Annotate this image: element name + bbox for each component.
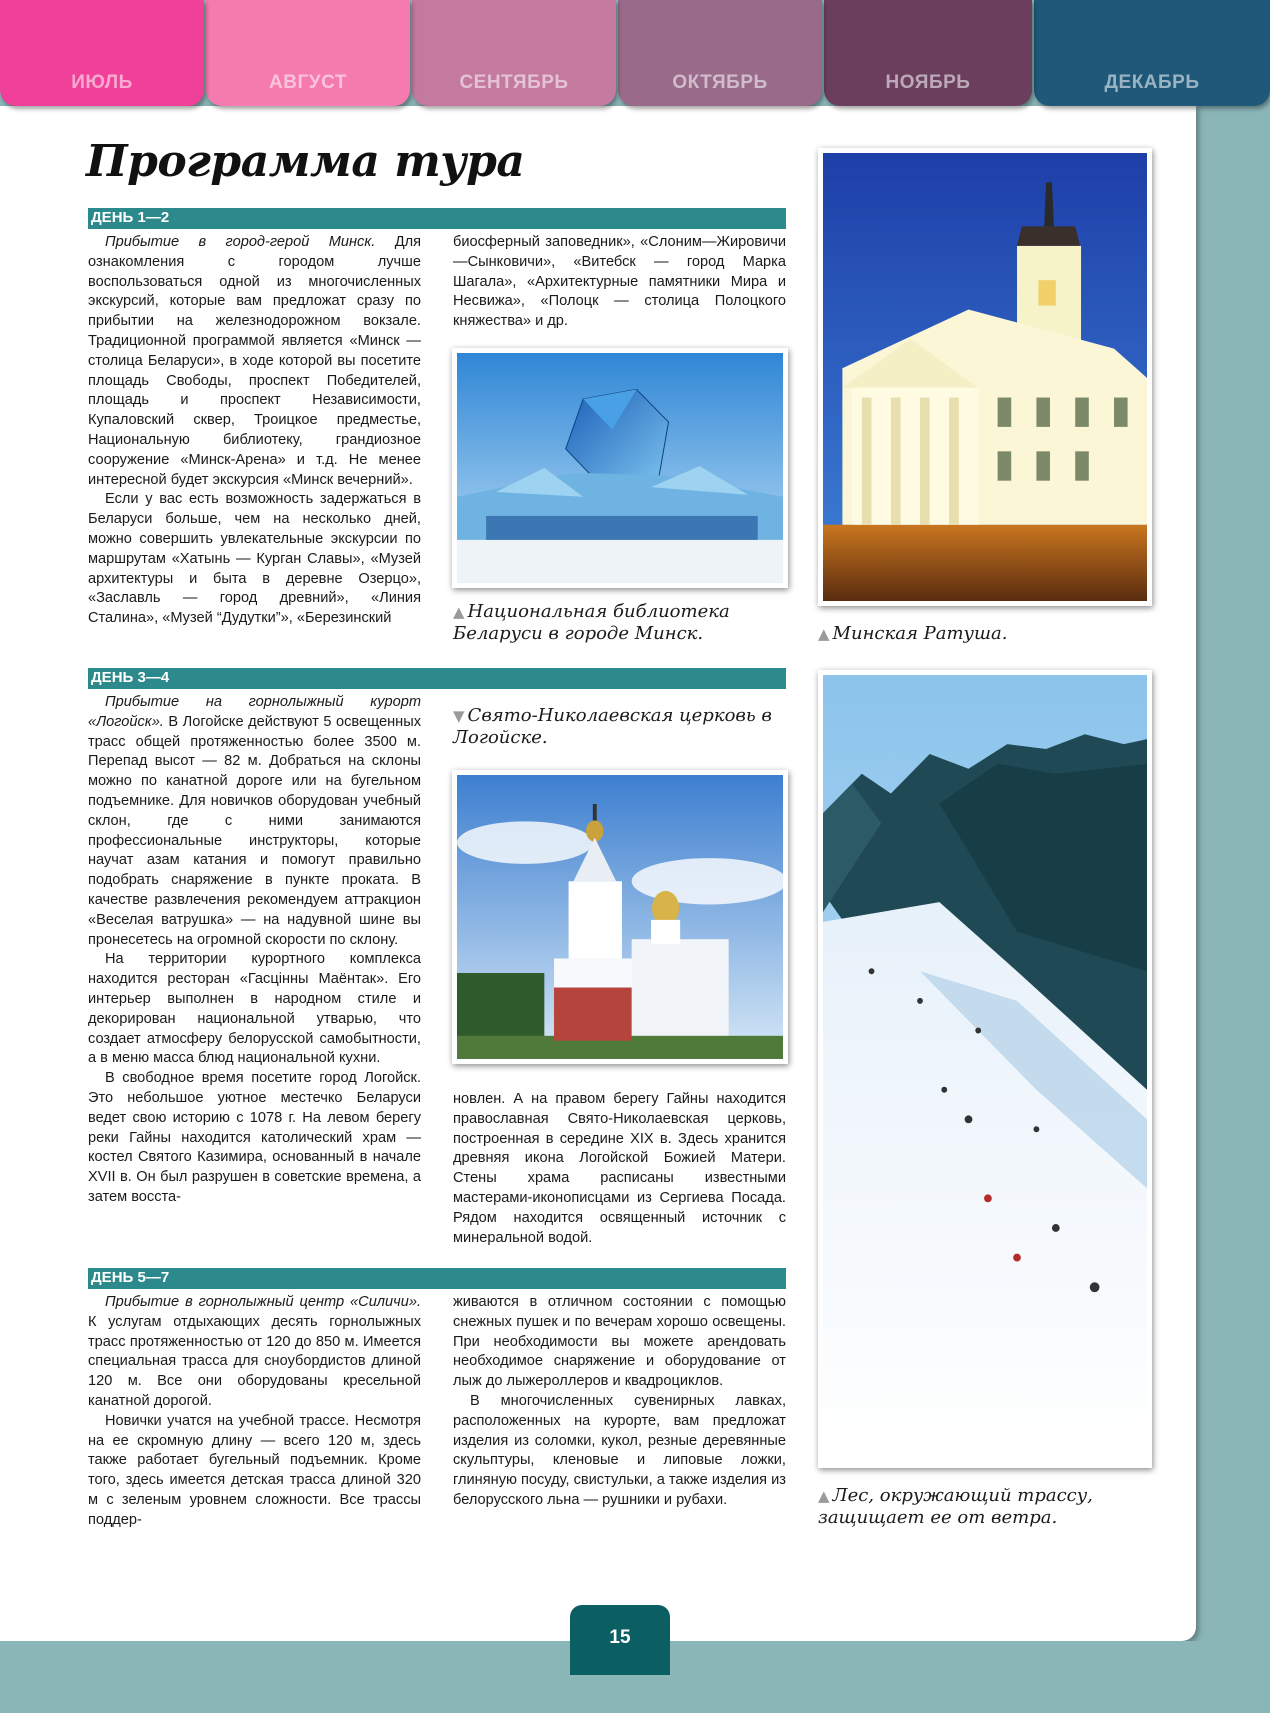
ratusha-caption <box>818 623 1158 645</box>
tab-september[interactable] <box>412 0 616 106</box>
triangle-up-icon: ▲ <box>818 1487 830 1505</box>
day1-col-right <box>453 233 786 332</box>
caption-text: Свято-Николаевская церковь в Логойске. <box>453 705 772 748</box>
day-header-3 <box>88 1268 786 1289</box>
day-header-label: ДЕНЬ 1—2 <box>91 209 170 226</box>
library-caption <box>453 601 783 645</box>
day-header-label: ДЕНЬ 5—7 <box>91 1269 170 1286</box>
day-header-label: ДЕНЬ 3—4 <box>91 669 170 686</box>
day-header-1 <box>88 208 786 229</box>
page-number <box>570 1605 670 1675</box>
paragraph <box>88 693 421 950</box>
text: Для ознакомления с городом лучше воспользоваться одной из многочисленных экскурсий, которые вам предложат сразу по прибытии на железнодорожном вокзале. Традиционной программой является «Минск — столица Беларуси», в ходе которой вы посетите площадь Свободы, проспект Победителей, площадь и проспект Независимости, Купаловский сквер, Троицкое предместье, Национальную библиотеку, грандиозное сооружение «Минск-Арена» и т.д. Не менее интересной будет экскурсия «Минск вечерний». <box>88 234 422 488</box>
paragraph: В многочисленных сувенирных лавках, расположенных на курорте, вам предложат изделия из соломки, кукол, резные деревянные скульптуры, кленовые и липовые ложки, глиняную посуду, свистульки, а также изделия из белорусского льна — рушники и рубахи. <box>453 1392 786 1508</box>
page-title: Программа тура <box>86 136 525 187</box>
church-caption <box>453 705 793 749</box>
day3-col-left <box>88 1293 421 1531</box>
paragraph: В свободное время посетите город Логойск. Это небольшое уютное местечко Беларуси ведет свою историю с 1078 г. На левом берегу реки Гайны находится католический храм — костел Святого Казимира, основанный в начале XVII в. Он был разрушен в советские времена, а затем восста- <box>88 1070 421 1205</box>
day2-col-left <box>88 693 421 1208</box>
ratusha-photo <box>818 148 1152 606</box>
forest-caption <box>818 1485 1162 1529</box>
tab-december[interactable] <box>1034 0 1270 106</box>
church-photo <box>452 770 788 1064</box>
paragraph <box>88 1293 421 1412</box>
tab-october[interactable] <box>618 0 822 106</box>
paragraph: живаются в отличном состоянии с помощью снежных пушек и по вечерам хорошо освещены. При необходимости вы можете арендовать необходимое снаряжение и оборудование от лыж до лыжероллеров и квадроциклов. <box>453 1294 786 1390</box>
tab-label: АВГУСТ <box>269 72 347 93</box>
tab-label: СЕНТЯБРЬ <box>459 72 569 93</box>
tab-label: ДЕКАБРЬ <box>1104 72 1200 93</box>
triangle-up-icon: ▲ <box>818 625 830 643</box>
tab-august[interactable] <box>206 0 410 106</box>
lead-text: Прибытие в горнолыжный центр «Силичи». <box>105 1294 421 1310</box>
triangle-up-icon: ▲ <box>453 603 465 621</box>
page-number-label: 15 <box>609 1627 631 1648</box>
text: К услугам отдыхающих десять горнолыжных трасс протяженностью от 120 до 850 м. Имеется специальная трасса для сноубордистов длиной 120 м. Все они оборудованы кресельной канатной дорогой. <box>88 1313 421 1409</box>
day-header-2 <box>88 668 786 689</box>
lead-text: Прибытие в город-герой Минск. <box>105 234 376 250</box>
caption-text: Национальная библиотека Беларуси в городе Минск. <box>453 601 730 644</box>
tab-july[interactable] <box>0 0 204 106</box>
paragraph <box>88 233 421 490</box>
day1-col-left <box>88 233 421 629</box>
triangle-down-icon: ▼ <box>453 707 465 725</box>
paragraph: новлен. А на правом берегу Гайны находится православная Свято-Николаевская церковь, построенная в середине XIX в. Здесь хранится древняя икона Логойской Божией Матери. Стены храма расписаны известными мастерами-иконописцами из Сергиева Посада. Рядом находится освященный источник с минеральной водой. <box>453 1091 786 1246</box>
lead-text: Прибытие на горнолыжный курорт «Логойск». <box>88 694 421 730</box>
paragraph: Если у вас есть возможность задержаться в Беларуси больше, чем на несколько дней, можно совершить увлекательные экскурсии по маршрутам «Хатынь — Курган Славы», «Музей архитектуры и быта в деревне Озерцо», «Заславль — город древний», «Линия Сталина», «Музей “Дудутки”», «Березинский <box>88 491 421 627</box>
paragraph: Новички учатся на учебной трассе. Несмотря на ее скромную длину — всего 120 м, здесь также работает бугельный подъемник. Кроме того, здесь имеется детская трасса длиной 320 м с зеленым уровнем сложности. Все трассы поддер- <box>88 1412 421 1528</box>
month-tabs <box>0 0 1270 106</box>
caption-text: Лес, окружающий трассу, защищает ее от ветра. <box>818 1485 1093 1528</box>
day2-col-right <box>453 1090 786 1248</box>
paragraph: На территории курортного комплекса находится ресторан «Гасцінны Маёнтак». Его интерьер выполнен в народном стиле и декорирован национальной утварью, что создает атмосферу белорусской самобытности, а в меню масса блюд национальной кухни. <box>88 951 421 1067</box>
library-photo <box>452 348 788 588</box>
tab-november[interactable] <box>824 0 1032 106</box>
ski-slope-photo <box>818 670 1152 1468</box>
tab-label: ОКТЯБРЬ <box>672 72 768 93</box>
caption-text: Минская Ратуша. <box>832 623 1008 644</box>
tab-label: НОЯБРЬ <box>885 72 971 93</box>
paragraph: биосферный заповедник», «Слоним—Жировичи—Сынковичи», «Витебск — город Марка Шагала», «Архитектурные памятники Мира и Несвижа», «Полоцк — столица Полоцкого княжества» и др. <box>453 234 786 330</box>
text: В Логойске действуют 5 освещенных трасс общей протяженностью более 3500 м. Перепад высот — 82 м. Добраться на склоны можно по канатной дороге или на бугельном подъемнике. Для новичков оборудован учебный склон, где с ними занимаются профессиональные инструкторы, которые научат азам катания и помогут правильно подобрать снаряжение в пункте проката. В качестве развлечения рекомендуем аттракцион «Веселая ватрушка» — на надувной шине вы пронесетесь на огромной скорости по склону. <box>88 713 421 948</box>
day3-col-right <box>453 1293 786 1511</box>
tab-label: ИЮЛЬ <box>71 72 133 93</box>
